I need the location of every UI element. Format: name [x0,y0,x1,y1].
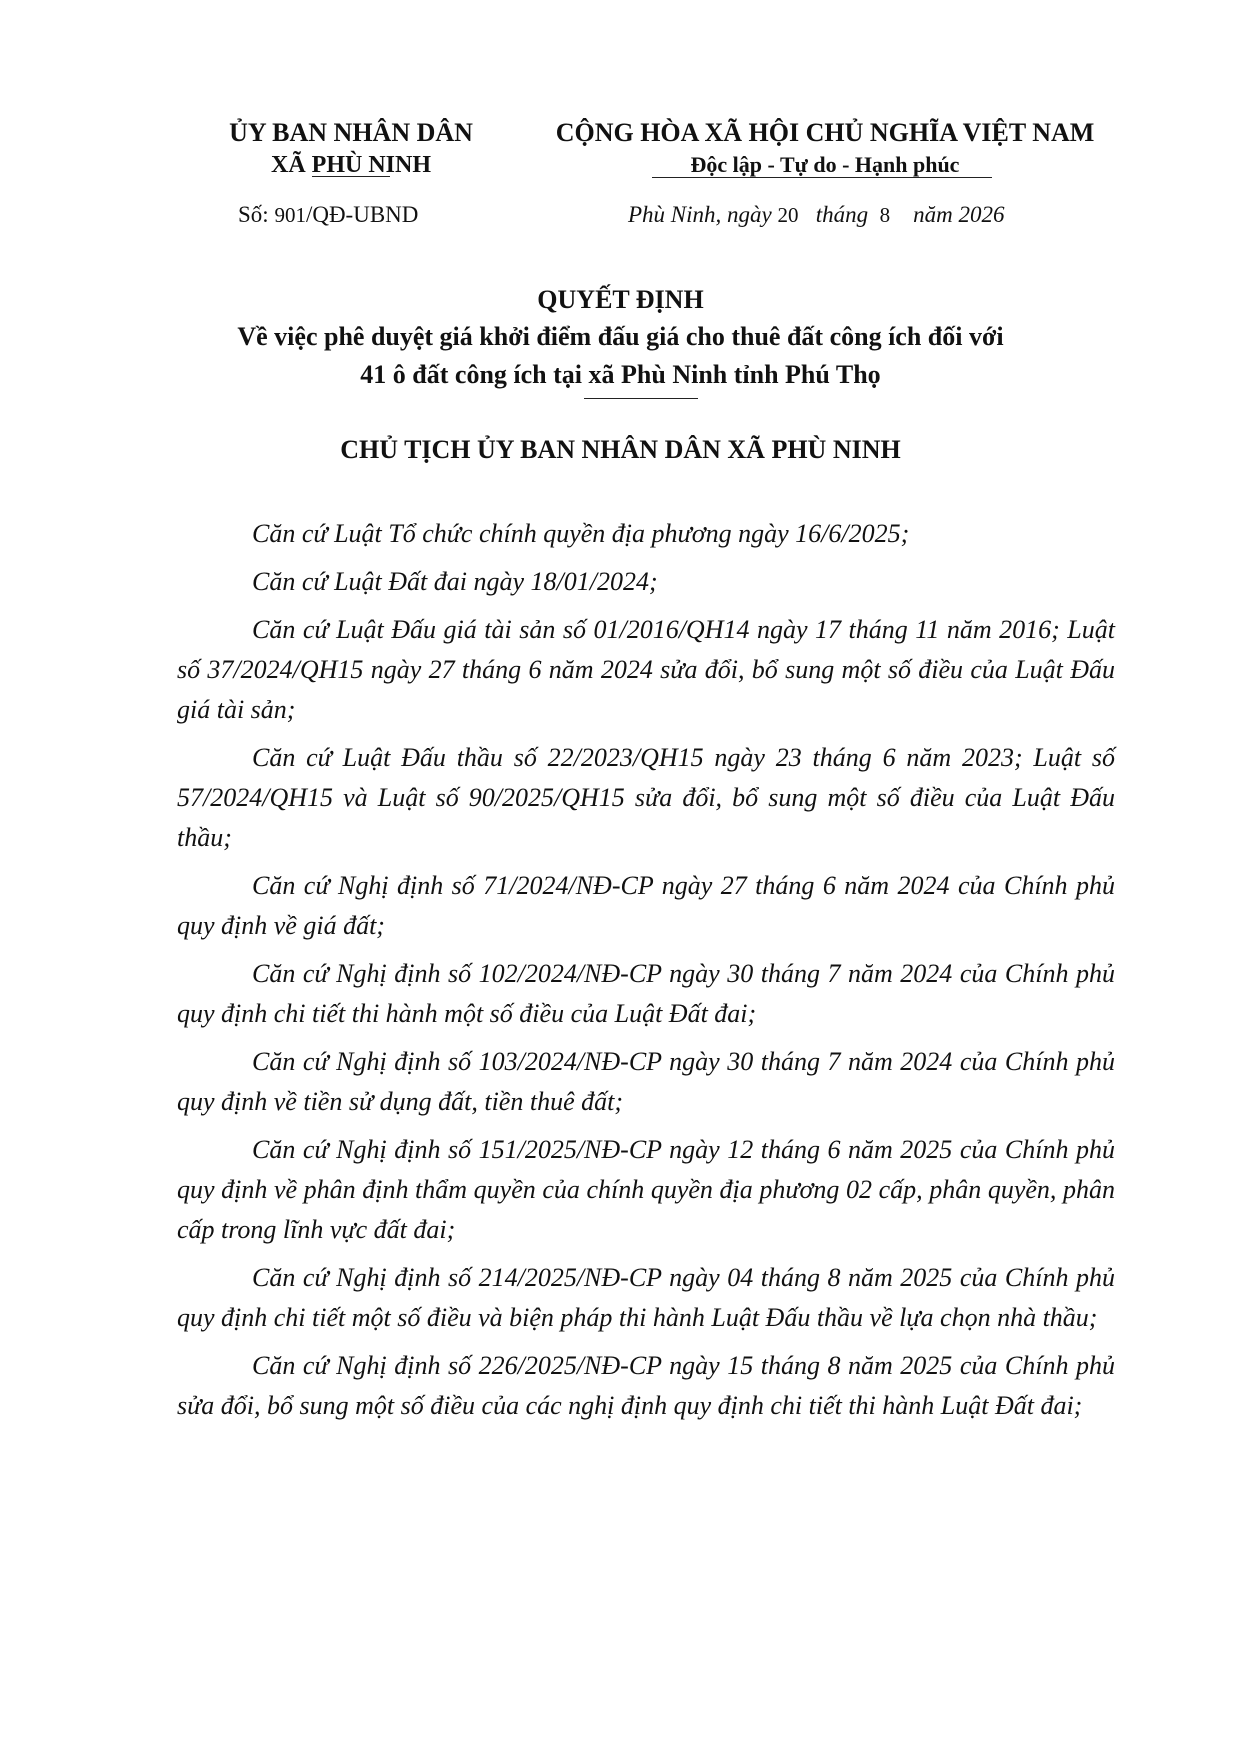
legal-basis-item: Căn cứ Nghị định số 71/2024/NĐ-CP ngày 27 tháng 6 năm 2024 của Chính phủ quy định về giá đất; [177,871,1115,940]
motto-underline [652,177,992,178]
place-date-prefix: Phù Ninh, ngày [628,202,772,227]
issuing-authority: CHỦ TỊCH ỦY BAN NHÂN DÂN XÃ PHÙ NINH [340,435,901,464]
number-prefix: Số: [238,202,269,227]
legal-basis-item: Căn cứ Nghị định số 226/2025/NĐ-CP ngày 15 tháng 8 năm 2025 của Chính phủ sửa đổi, bổ sung một số điều của các nghị định quy định chi tiết thi hành Luật Đất đai; [177,1351,1115,1420]
legal-basis-item: Căn cứ Nghị định số 102/2024/NĐ-CP ngày 30 tháng 7 năm 2024 của Chính phủ quy định chi tiết thi hành một số điều của Luật Đất đai; [177,959,1115,1028]
legal-basis-item: Căn cứ Luật Đấu giá tài sản số 01/2016/QH14 ngày 17 tháng 11 năm 2016; Luật số 37/2024/QH15 ngày 27 tháng 6 năm 2024 sửa đổi, bổ sung một số điều của Luật Đấu giá tài sản; [177,615,1115,724]
year-label: năm 2026 [913,202,1005,227]
date-month: 8 [879,203,891,227]
decision-subject-line-1: Về việc phê duyệt giá khởi điểm đấu giá cho thuê đất công ích đối với [237,322,1004,351]
number-suffix: /QĐ-UBND [305,202,419,227]
agency-name: ỦY BAN NHÂN DÂN [229,118,473,147]
document-number [238,200,418,230]
legal-basis-item: Căn cứ Luật Đất đai ngày 18/01/2024; [252,567,658,596]
national-motto: Độc lập - Tự do - Hạnh phúc [690,152,960,177]
agency-underline [312,176,390,177]
legal-basis-item: Căn cứ Luật Đấu thầu số 22/2023/QH15 ngày 23 tháng 6 năm 2023; Luật số 57/2024/QH15 và Luật số 90/2025/QH15 sửa đổi, bổ sung một số điều của Luật Đấu thầu; [177,743,1115,852]
legal-basis [177,514,1115,1434]
national-header [540,116,1110,180]
legal-basis-item: Căn cứ Nghị định số 103/2024/NĐ-CP ngày 30 tháng 7 năm 2024 của Chính phủ quy định về tiền sử dụng đất, tiền thuê đất; [177,1047,1115,1116]
decision-subject-line-2: 41 ô đất công ích tại xã Phù Ninh tỉnh Phú Thọ [360,360,881,389]
title-underline [584,398,698,399]
agency-commune: XÃ PHÙ NINH [271,152,431,178]
decision-title-block [150,282,1091,394]
agency-header [206,116,496,180]
decision-title: QUYẾT ĐỊNH [537,285,704,314]
month-label: tháng [815,202,869,227]
country-name: CỘNG HÒA XÃ HỘI CHỦ NGHĨA VIỆT NAM [555,118,1095,147]
legal-basis-item: Căn cứ Luật Tổ chức chính quyền địa phương ngày 16/6/2025; [252,519,910,548]
number-value: 901 [274,203,306,227]
legal-basis-item: Căn cứ Nghị định số 214/2025/NĐ-CP ngày 04 tháng 8 năm 2025 của Chính phủ quy định chi tiết một số điều và biện pháp thi hành Luật Đấu thầu về lựa chọn nhà thầu; [177,1263,1115,1332]
place-date [628,200,1005,230]
date-day: 20 [777,203,799,227]
legal-basis-item: Căn cứ Nghị định số 151/2025/NĐ-CP ngày 12 tháng 6 năm 2025 của Chính phủ quy định về phân định thẩm quyền của chính quyền địa phương 02 cấp, phân quyền, phân cấp trong lĩnh vực đất đai; [177,1135,1115,1244]
